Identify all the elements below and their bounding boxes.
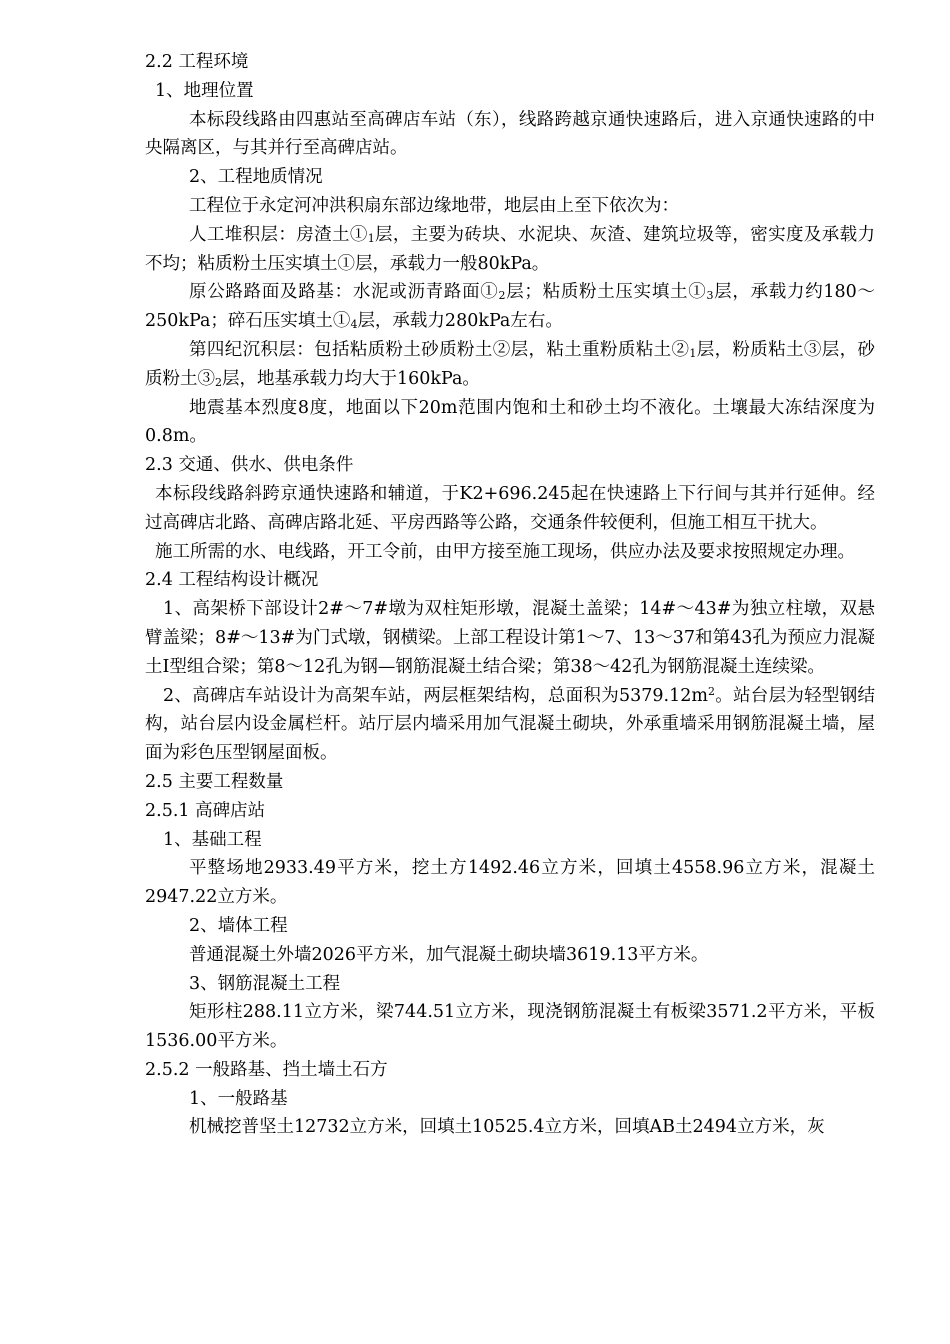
section-heading-2-3: 2.3 交通、供水、供电条件 bbox=[145, 455, 354, 476]
paragraph-artificial-fill: 人工堆积层：房渣土$①_1$层，主要为砖块、水泥块、灰渣、建筑垃圾等，密实度及承载力不均；粘质粉土压实填土①层，承载力一般80kPa。 bbox=[145, 224, 876, 274]
subsection-heading-2-5-1: 2.5.1 高碑店站 bbox=[145, 800, 266, 821]
paragraph-station-design: 2、高碑店车站设计为高架车站，两层框架结构，总面积为$5379.12m^2$。站台层为轻型钢结构，站台层内设金属栏杆。站厅层内墙采用加气混凝土砌块，外承重墙采用钢筋混凝土墙，屋面为彩色压型钢屋面板。 bbox=[145, 684, 875, 764]
paragraph-quaternary: 第四纪沉积层：包括粘质粉土砂质粉土②层，粘土重粉质粘土$②_1$层，粉质粘土③层，砂质粉土$③_2$层，地基承载力均大于160kPa。 bbox=[145, 339, 876, 389]
paragraph-geology-intro: 工程位于永定河冲洪积扇东部边缘地带，地层由上至下依次为： bbox=[189, 195, 679, 216]
paragraph-traffic: 本标段线路斜跨京通快速路和辅道，于K2+696.245起在快速路上下行间与其并行延伸。经过高碑店北路、高碑店路北延、平房西路等公路，交通条件较便利，但施工相互干扰大。 bbox=[145, 483, 875, 533]
paragraph-water-power: 施工所需的水、电线路，开工令前，由甲方接至施工现场，供应办法及要求按照规定办理。 bbox=[155, 541, 855, 562]
subheading-location: 1、地理位置 bbox=[155, 80, 254, 101]
paragraph-wall-qty: 普通混凝土外墙2026平方米，加气混凝土砌块墙3619.13平方米。 bbox=[189, 944, 709, 965]
item-rc: 3、钢筋混凝土工程 bbox=[189, 973, 341, 994]
paragraph-bridge-design: 1、高架桥下部设计2#～7#墩为双柱矩形墩，混凝土盖梁；14#～43#为独立柱墩，双悬臂盖梁；8#～13#为门式墩，钢横梁。上部工程设计第1～7、13～37和第43孔为预应力混凝土Ⅰ型组合梁；第8～12孔为钢—钢筋混凝土结合梁；第38～42孔为钢筋混凝土连续梁。 bbox=[145, 599, 875, 677]
item-wall: 2、墙体工程 bbox=[189, 915, 288, 936]
section-heading-2-4: 2.4 工程结构设计概况 bbox=[145, 570, 319, 591]
subsection-heading-2-5-2: 2.5.2 一般路基、挡土墙土石方 bbox=[145, 1059, 388, 1080]
paragraph-rc-qty: 矩形柱288.11立方米，梁744.51立方米，现浇钢筋混凝土有板梁3571.2平方米，平板1536.00平方米。 bbox=[145, 1002, 875, 1052]
paragraph-roadbed-qty: 机械挖普坚土12732立方米，回填土10525.4立方米，回填AB土2494立方米，灰 bbox=[189, 1117, 825, 1138]
paragraph-foundation-qty: 平整场地2933.49平方米，挖土方1492.46立方米，回填土4558.96立方米，混凝土2947.22立方米。 bbox=[145, 858, 875, 908]
document-body bbox=[145, 48, 875, 1142]
paragraph-location: 本标段线路由四惠站至高碑店车站（东），线路跨越京通快速路后，进入京通快速路的中央隔离区，与其并行至高碑店站。 bbox=[145, 109, 875, 159]
item-general-roadbed: 1、一般路基 bbox=[189, 1088, 288, 1109]
section-heading-2-5: 2.5 主要工程数量 bbox=[145, 771, 284, 792]
item-foundation: 1、基础工程 bbox=[163, 829, 262, 850]
paragraph-road-bed: 原公路路面及路基：水泥或沥青路面$①_2$层；粘质粉土压实填土$①_3$层，承载力约180～250kPa；碎石压实填土$①_4$层，承载力280kPa左右。 bbox=[145, 282, 876, 332]
paragraph-seismic: 地震基本烈度8度，地面以下20m范围内饱和土和砂土均不液化。土壤最大冻结深度为0.8m。 bbox=[145, 397, 875, 447]
subheading-geology: 2、工程地质情况 bbox=[189, 167, 323, 188]
section-heading-2-2: 2.2 工程环境 bbox=[145, 52, 249, 72]
